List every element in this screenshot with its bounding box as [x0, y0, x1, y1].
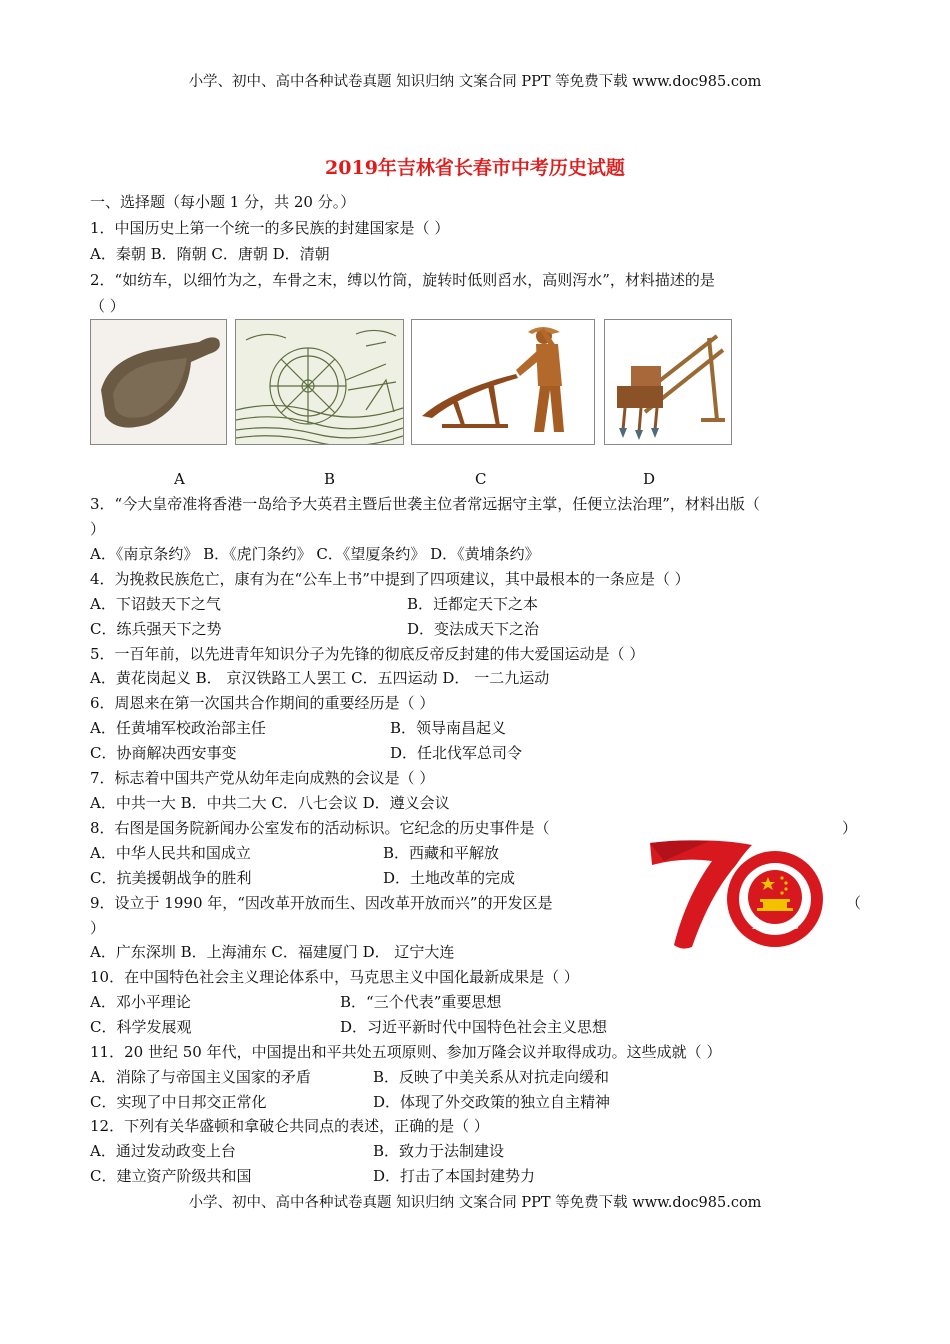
q10-option-c: C．科学发展观	[90, 1018, 192, 1036]
q11-option-c: C．实现了中日邦交正常化	[90, 1093, 267, 1111]
q5-options: A．黄花岗起义 B． 京汉铁路工人罢工 C．五四运动 D． 一二九运动	[90, 669, 550, 687]
q8-option-a: A．中华人民共和国成立	[90, 844, 251, 862]
q2-image-b-waterwheel	[235, 319, 404, 445]
q2-stem: 2．“如纺车，以细竹为之，车骨之末，缚以竹筒，旋转时低则舀水，高则泻水”，材料描述的是	[90, 271, 715, 289]
q2-stem-cont: （ ）	[90, 297, 125, 315]
q9-stem-cont: ）	[90, 919, 106, 937]
q6-option-d: D．任北伐军总司令	[390, 744, 523, 762]
q2-image-a-scoop	[90, 319, 227, 445]
q6-option-a: A．任黄埔军校政治部主任	[90, 719, 266, 737]
logo-years: 1949 — 2019	[751, 923, 799, 931]
q9-stem: 9．设立于 1990 年，“因改革开放而生、因改革开放而兴”的开发区是	[90, 894, 553, 912]
q11-stem: 11．20 世纪 50 年代，中国提出和平共处五项原则、参加万隆会议并取得成功。这些成就（ ）	[90, 1043, 722, 1061]
q10-option-a: A．邓小平理论	[90, 993, 191, 1011]
q8-stem: 8．右图是国务院新闻办公室发布的活动标识。它纪念的历史事件是（	[90, 819, 550, 837]
q7-options: A．中共一大 B．中共二大 C．八七会议 D．遵义会议	[90, 794, 450, 812]
q8-option-d: D．土地改革的完成	[383, 869, 516, 887]
q8-option-b: B．西藏和平解放	[383, 844, 500, 862]
q8-stem-close: ）	[842, 819, 858, 837]
q2-label-b: B	[324, 470, 336, 488]
q10-option-d: D．习近平新时代中国特色社会主义思想	[340, 1018, 608, 1036]
q10-option-b: B．“三个代表”重要思想	[340, 993, 502, 1011]
q4-option-d: D．变法成天下之治	[407, 620, 540, 638]
q2-label-c: C	[475, 470, 487, 488]
q4-stem: 4．为挽救民族危亡，康有为在“公车上书”中提到了四项建议，其中最根本的一条应是（ ）	[90, 570, 690, 588]
q6-option-c: C．协商解决西安事变	[90, 744, 237, 762]
q11-option-d: D．体现了外交政策的独立自主精神	[373, 1093, 611, 1111]
q8-option-c: C．抗美援朝战争的胜利	[90, 869, 252, 887]
q3-options: A．《南京条约》 B．《虎门条约》 C．《望厦条约》 D．《黄埔条约》	[90, 545, 540, 563]
q12-option-c: C．建立资产阶级共和国	[90, 1167, 252, 1185]
q2-image-d-seed-drill	[604, 319, 732, 445]
section-heading: 一、选择题（每小题 1 分，共 20 分。）	[90, 193, 356, 211]
anniversary-70-logo	[640, 835, 830, 955]
q12-stem: 12．下列有关华盛顿和拿破仑共同点的表述，正确的是（ ）	[90, 1117, 489, 1135]
q12-option-b: B．致力于法制建设	[373, 1142, 505, 1160]
q6-stem: 6．周恩来在第一次国共合作期间的重要经历是（ ）	[90, 694, 435, 712]
q2-image-c-plough	[411, 319, 595, 445]
q12-option-d: D．打击了本国封建势力	[373, 1167, 536, 1185]
q1-options: A．秦朝 B．隋朝 C．唐朝 D．清朝	[90, 245, 330, 263]
q4-option-c: C．练兵强天下之势	[90, 620, 222, 638]
q9-stem-open: （	[846, 894, 862, 912]
q6-option-b: B．领导南昌起义	[390, 719, 507, 737]
q12-option-a: A．通过发动政变上台	[90, 1142, 236, 1160]
q10-stem: 10．在中国特色社会主义理论体系中，马克思主义中国化最新成果是（ ）	[90, 968, 579, 986]
q7-stem: 7．标志着中国共产党从幼年走向成熟的会议是（ ）	[90, 769, 435, 787]
q11-option-b: B．反映了中美关系从对抗走向缓和	[373, 1068, 610, 1086]
page-title: 2019年吉林省长春市中考历史试题	[325, 157, 625, 179]
q4-option-b: B．迁都定天下之本	[407, 595, 539, 613]
q4-option-a: A．下诏鼓天下之气	[90, 595, 221, 613]
page-footer: 小学、初中、高中各种试卷真题 知识归纳 文案合同 PPT 等免费下载 www.doc985.com	[188, 1195, 762, 1211]
page-header: 小学、初中、高中各种试卷真题 知识归纳 文案合同 PPT 等免费下载 www.doc985.com	[188, 74, 762, 90]
q3-stem: 3．“今大皇帝准将香港一岛给予大英君主暨后世袭主位者常远据守主掌，任便立法治理”，材料出版（	[90, 495, 760, 513]
q5-stem: 5．一百年前，以先进青年知识分子为先锋的彻底反帝反封建的伟大爱国运动是（ ）	[90, 645, 645, 663]
q2-label-d: D	[643, 470, 656, 488]
q1-stem: 1．中国历史上第一个统一的多民族的封建国家是（ ）	[90, 219, 450, 237]
q2-label-a: A	[174, 470, 185, 488]
q11-option-a: A．消除了与帝国主义国家的矛盾	[90, 1068, 311, 1086]
q3-stem-cont: ）	[90, 520, 106, 538]
q9-options: A．广东深圳 B．上海浦东 C．福建厦门 D． 辽宁大连	[90, 943, 455, 961]
